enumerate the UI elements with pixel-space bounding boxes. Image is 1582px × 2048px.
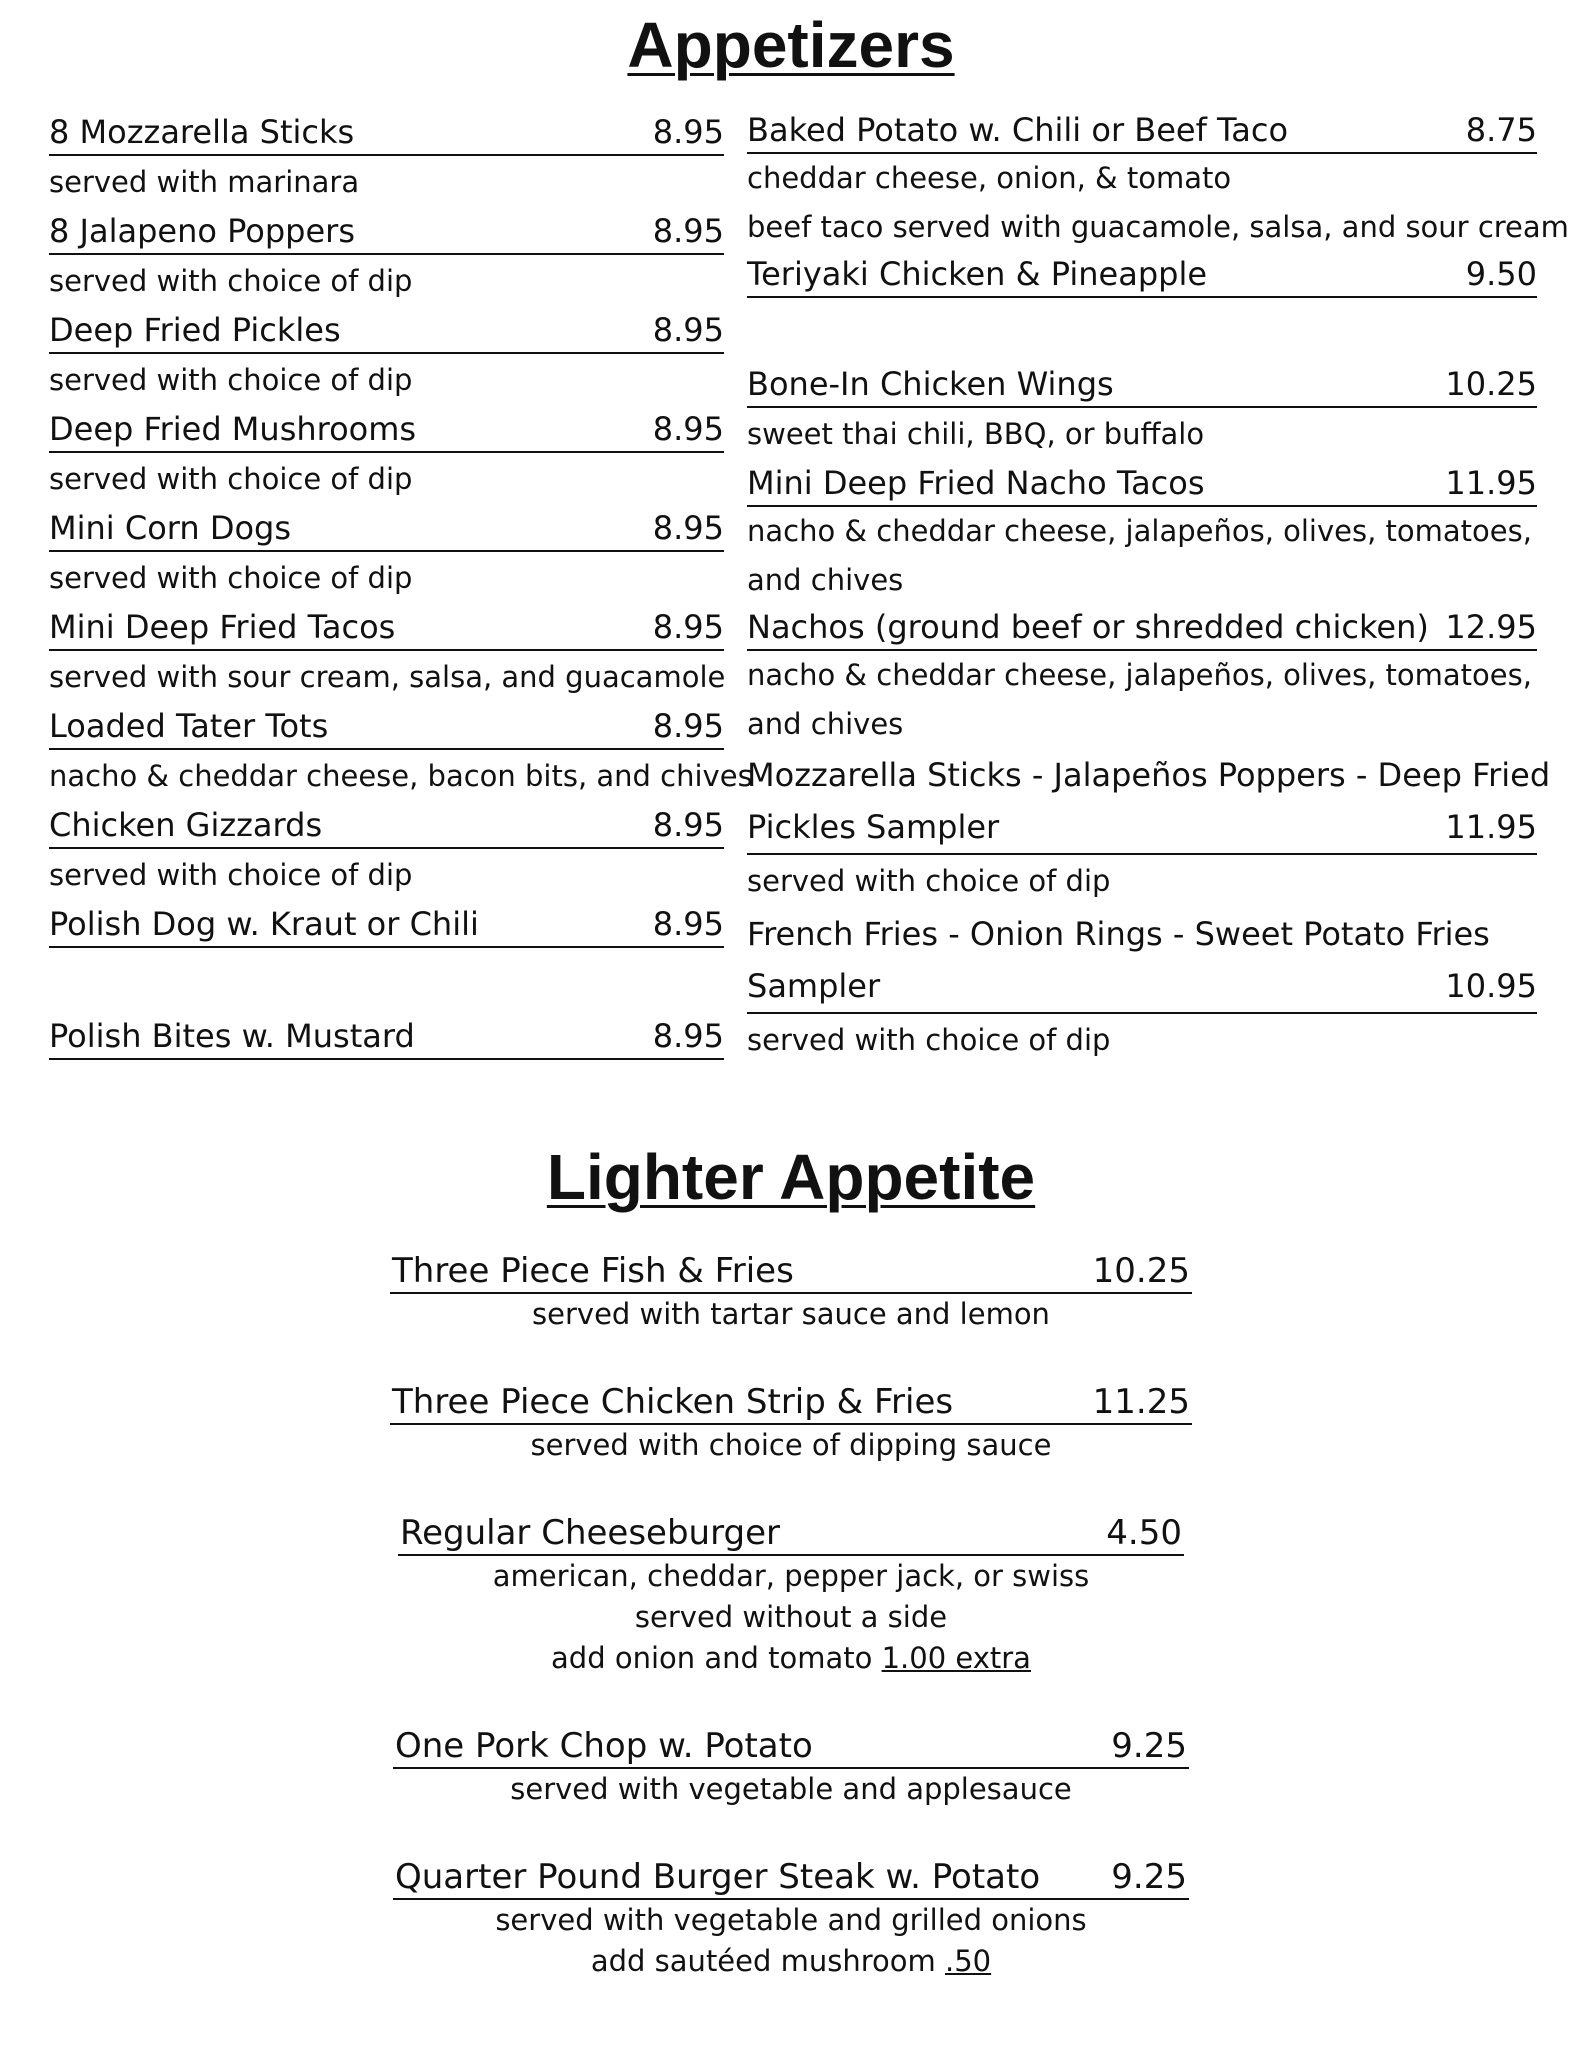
item-name: Bone-In Chicken Wings [747, 365, 1114, 403]
item-price: 4.50 [1106, 1513, 1182, 1553]
item-price: 11.95 [1445, 464, 1537, 502]
item-description: served with tartar sauce and lemon [532, 1297, 1050, 1331]
lighter-item [393, 1856, 1189, 1982]
item-name: 8 Jalapeno Poppers [49, 212, 355, 250]
menu-item-heading [747, 252, 1537, 298]
item-price: 8.95 [652, 905, 724, 943]
item-price: 8.95 [652, 707, 724, 745]
menu-item-heading [49, 902, 724, 948]
item-price: 8.95 [652, 410, 724, 448]
menu-item-heading [49, 209, 724, 255]
spacer [49, 948, 724, 1014]
item-price: 10.25 [1092, 1251, 1190, 1291]
lighter-item [390, 1381, 1192, 1466]
item-price: 8.95 [652, 1017, 724, 1055]
item-name: Sampler [747, 967, 881, 1005]
item-name: Baked Potato w. Chili or Beef Taco [747, 111, 1289, 149]
lighter-item [393, 1725, 1189, 1810]
item-name: Polish Dog w. Kraut or Chili [49, 905, 479, 943]
item-description: nacho & cheddar cheese, bacon bits, and chives [49, 759, 753, 793]
item-name: French Fries - Onion Rings - Sweet Potato Fries [747, 915, 1490, 953]
menu-item-heading [49, 803, 724, 849]
item-description: served with choice of dip [49, 561, 413, 595]
menu-item-heading [747, 108, 1537, 154]
item-price: 8.95 [652, 113, 724, 151]
menu-item-heading [398, 1512, 1184, 1556]
item-name-line2 [747, 960, 1537, 1012]
menu-item-heading [393, 1725, 1189, 1769]
appetizers-title: Appetizers [627, 9, 955, 81]
item-description: cheddar cheese, onion, & tomato [747, 161, 1232, 195]
lighter-item [390, 1250, 1192, 1335]
item-name: Regular Cheeseburger [400, 1513, 780, 1553]
item-name: Mini Deep Fried Tacos [49, 608, 396, 646]
item-name: Teriyaki Chicken & Pineapple [747, 255, 1208, 293]
item-name: Polish Bites w. Mustard [49, 1017, 415, 1055]
item-description: and chives [747, 563, 904, 597]
menu-item-heading [390, 1381, 1192, 1425]
item-name: Three Piece Fish & Fries [392, 1251, 794, 1291]
item-price: 11.95 [1445, 808, 1537, 846]
menu-item-heading [390, 1250, 1192, 1294]
menu-item-heading [747, 605, 1537, 651]
menu-item-heading [747, 461, 1537, 507]
item-description: served with vegetable and grilled onions [495, 1903, 1087, 1937]
menu-item-heading [49, 704, 724, 750]
item-description: and chives [747, 707, 904, 741]
menu-item-heading [49, 110, 724, 156]
item-name: Deep Fried Pickles [49, 311, 341, 349]
item-description: served with choice of dip [747, 1023, 1111, 1057]
item-price: 8.95 [652, 212, 724, 250]
item-description: served with choice of dip [49, 264, 413, 298]
item-description: american, cheddar, pepper jack, or swiss [492, 1559, 1090, 1593]
menu-item-heading [747, 362, 1537, 408]
menu-item-heading [393, 1856, 1189, 1900]
extra-text: add sautéed mushroom [590, 1944, 945, 1978]
menu-item-heading [49, 506, 724, 552]
appetizers-left-column [49, 110, 753, 1060]
menu-item-heading [49, 1014, 724, 1060]
item-price: 8.95 [652, 509, 724, 547]
item-name: Quarter Pound Burger Steak w. Potato [395, 1857, 1041, 1897]
spacer [747, 298, 1537, 362]
menu-item-heading [747, 908, 1537, 1014]
extra-price: .50 [944, 1944, 992, 1978]
lighter-appetite-title: Lighter Appetite [546, 1141, 1036, 1213]
menu-item-heading [747, 749, 1551, 855]
item-name: Loaded Tater Tots [49, 707, 329, 745]
item-name: Mini Corn Dogs [49, 509, 292, 547]
item-name: Nachos (ground beef or shredded chicken) [747, 608, 1429, 646]
item-extra [393, 1941, 1189, 1982]
extra-price: 1.00 extra [881, 1641, 1031, 1675]
lighter-appetite-section [0, 1250, 1582, 2028]
item-description: beef taco served with guacamole, salsa, and sour cream [747, 210, 1569, 244]
item-description: sweet thai chili, BBQ, or buffalo [747, 417, 1205, 451]
item-price: 10.95 [1445, 967, 1537, 1005]
item-extra [398, 1638, 1184, 1679]
item-price: 10.25 [1445, 365, 1537, 403]
item-price: 8.75 [1465, 111, 1537, 149]
item-name-line2 [747, 801, 1537, 853]
extra-text: add onion and tomato [551, 1641, 882, 1675]
item-price: 9.25 [1111, 1726, 1187, 1766]
item-price: 12.95 [1445, 608, 1537, 646]
item-description: nacho & cheddar cheese, jalapeños, olives, tomatoes, [747, 514, 1532, 548]
item-price: 8.95 [652, 608, 724, 646]
item-price: 9.50 [1465, 255, 1537, 293]
item-name: Three Piece Chicken Strip & Fries [392, 1382, 954, 1422]
item-name: Pickles Sampler [747, 808, 1000, 846]
item-description: nacho & cheddar cheese, jalapeños, olives, tomatoes, [747, 658, 1532, 692]
item-name: Mozzarella Sticks - Jalapeños Poppers - Deep Fried [747, 756, 1551, 794]
item-description: served with choice of dip [49, 462, 413, 496]
item-description: served with vegetable and applesauce [510, 1772, 1072, 1806]
item-description: served with sour cream, salsa, and guacamole [49, 660, 726, 694]
appetizers-right-column [747, 108, 1569, 1067]
item-description: served with choice of dipping sauce [530, 1428, 1052, 1462]
item-description: served with choice of dip [49, 363, 413, 397]
item-name: 8 Mozzarella Sticks [49, 113, 355, 151]
item-price: 8.95 [652, 806, 724, 844]
item-description: served with marinara [49, 165, 360, 199]
item-price: 9.25 [1111, 1857, 1187, 1897]
item-description: served with choice of dip [49, 858, 413, 892]
menu-item-heading [49, 308, 724, 354]
item-name: Mini Deep Fried Nacho Tacos [747, 464, 1205, 502]
menu-item-heading [49, 605, 724, 651]
lighter-item [398, 1512, 1184, 1679]
item-name: One Pork Chop w. Potato [395, 1726, 813, 1766]
menu-item-heading [49, 407, 724, 453]
item-price: 8.95 [652, 311, 724, 349]
item-name: Deep Fried Mushrooms [49, 410, 417, 448]
item-description: served without a side [634, 1600, 948, 1634]
item-name: Chicken Gizzards [49, 806, 323, 844]
item-description: served with choice of dip [747, 864, 1111, 898]
item-price: 11.25 [1092, 1382, 1190, 1422]
